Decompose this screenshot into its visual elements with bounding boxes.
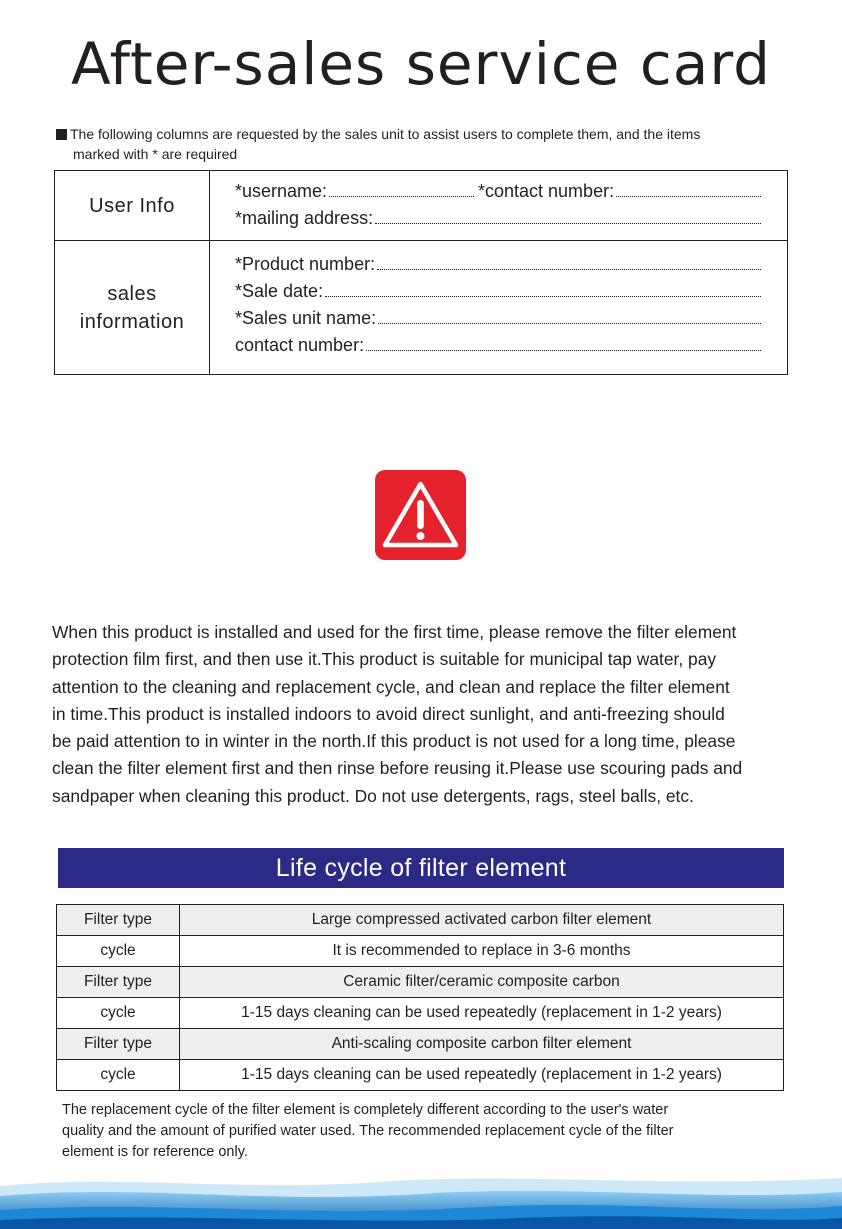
user-info-label: User Info [55, 171, 210, 240]
sales-unit-name-label: *Sales unit name: [235, 308, 377, 328]
user-info-row [55, 171, 787, 241]
decorative-wave-icon [0, 1166, 842, 1229]
table-key-cell: Filter type [57, 967, 180, 998]
table-value-cell: Ceramic filter/ceramic composite carbon [180, 967, 784, 998]
life-cycle-table [56, 904, 784, 1091]
table-key-cell: cycle [57, 936, 180, 967]
footer-note: The replacement cycle of the filter element is completely different according to the user's water quality and the amount of purified water used. The recommended replacement cycle of the filter element is for reference only. [62, 1102, 674, 1160]
table-key-cell: cycle [57, 998, 180, 1029]
username-label: *username: [235, 181, 328, 201]
required-fields-note [56, 124, 796, 164]
user-info-fields [235, 178, 761, 232]
table-key-cell: cycle [57, 1060, 180, 1091]
table-row [57, 998, 784, 1029]
mailing-address-label: *mailing address: [235, 208, 374, 228]
sale-date-field[interactable] [325, 278, 761, 297]
note-line-1: The following columns are requested by the sales unit to assist users to complete them, and the items [70, 126, 701, 142]
life-cycle-heading: Life cycle of filter element [58, 848, 784, 888]
bullet-square-icon [56, 129, 67, 140]
product-number-field[interactable] [377, 251, 761, 270]
sales-unit-name-field[interactable] [378, 305, 761, 324]
warning-icon [375, 470, 466, 560]
note-line-2: marked with * are required [73, 146, 238, 162]
contact-number-field[interactable] [616, 178, 761, 197]
page-title: After-sales service card [71, 30, 771, 98]
info-form [54, 170, 788, 375]
sales-contact-number-field[interactable] [366, 332, 761, 351]
table-row [57, 905, 784, 936]
warning-triangle-icon [375, 470, 466, 560]
username-field[interactable] [329, 178, 474, 197]
table-row [57, 967, 784, 998]
table-value-cell: Large compressed activated carbon filter element [180, 905, 784, 936]
table-value-cell: 1-15 days cleaning can be used repeatedly (replacement in 1-2 years) [180, 1060, 784, 1091]
usage-instructions: When this product is installed and used for the first time, please remove the filter element protection film first, and then use it.This product is suitable for municipal tap water, pay attention to the cleaning and replacement cycle, and clean and replace the filter element in time.This product is installed indoors to avoid direct sunlight, and anti-freezing should be paid attention to in winter in the north.If this product is not used for a long time, please clean the filter element first and then rinse before reusing it.Please use scouring pads and sandpaper when cleaning this product. Do not use detergents, rags, steel balls, etc. [52, 622, 743, 806]
table-key-cell: Filter type [57, 905, 180, 936]
mailing-address-field[interactable] [375, 205, 761, 224]
sales-contact-number-label: contact number: [235, 335, 365, 355]
table-row [57, 936, 784, 967]
table-row [57, 1029, 784, 1060]
contact-number-label: *contact number: [478, 181, 615, 201]
table-key-cell: Filter type [57, 1029, 180, 1060]
sales-info-label: sales information [55, 241, 210, 374]
table-value-cell: 1-15 days cleaning can be used repeatedly (replacement in 1-2 years) [180, 998, 784, 1029]
table-value-cell: Anti-scaling composite carbon filter element [180, 1029, 784, 1060]
sales-info-row [55, 241, 787, 374]
sales-info-fields [235, 251, 761, 359]
table-row [57, 1060, 784, 1091]
table-value-cell: It is recommended to replace in 3-6 months [180, 936, 784, 967]
product-number-label: *Product number: [235, 254, 376, 274]
sale-date-label: *Sale date: [235, 281, 324, 301]
